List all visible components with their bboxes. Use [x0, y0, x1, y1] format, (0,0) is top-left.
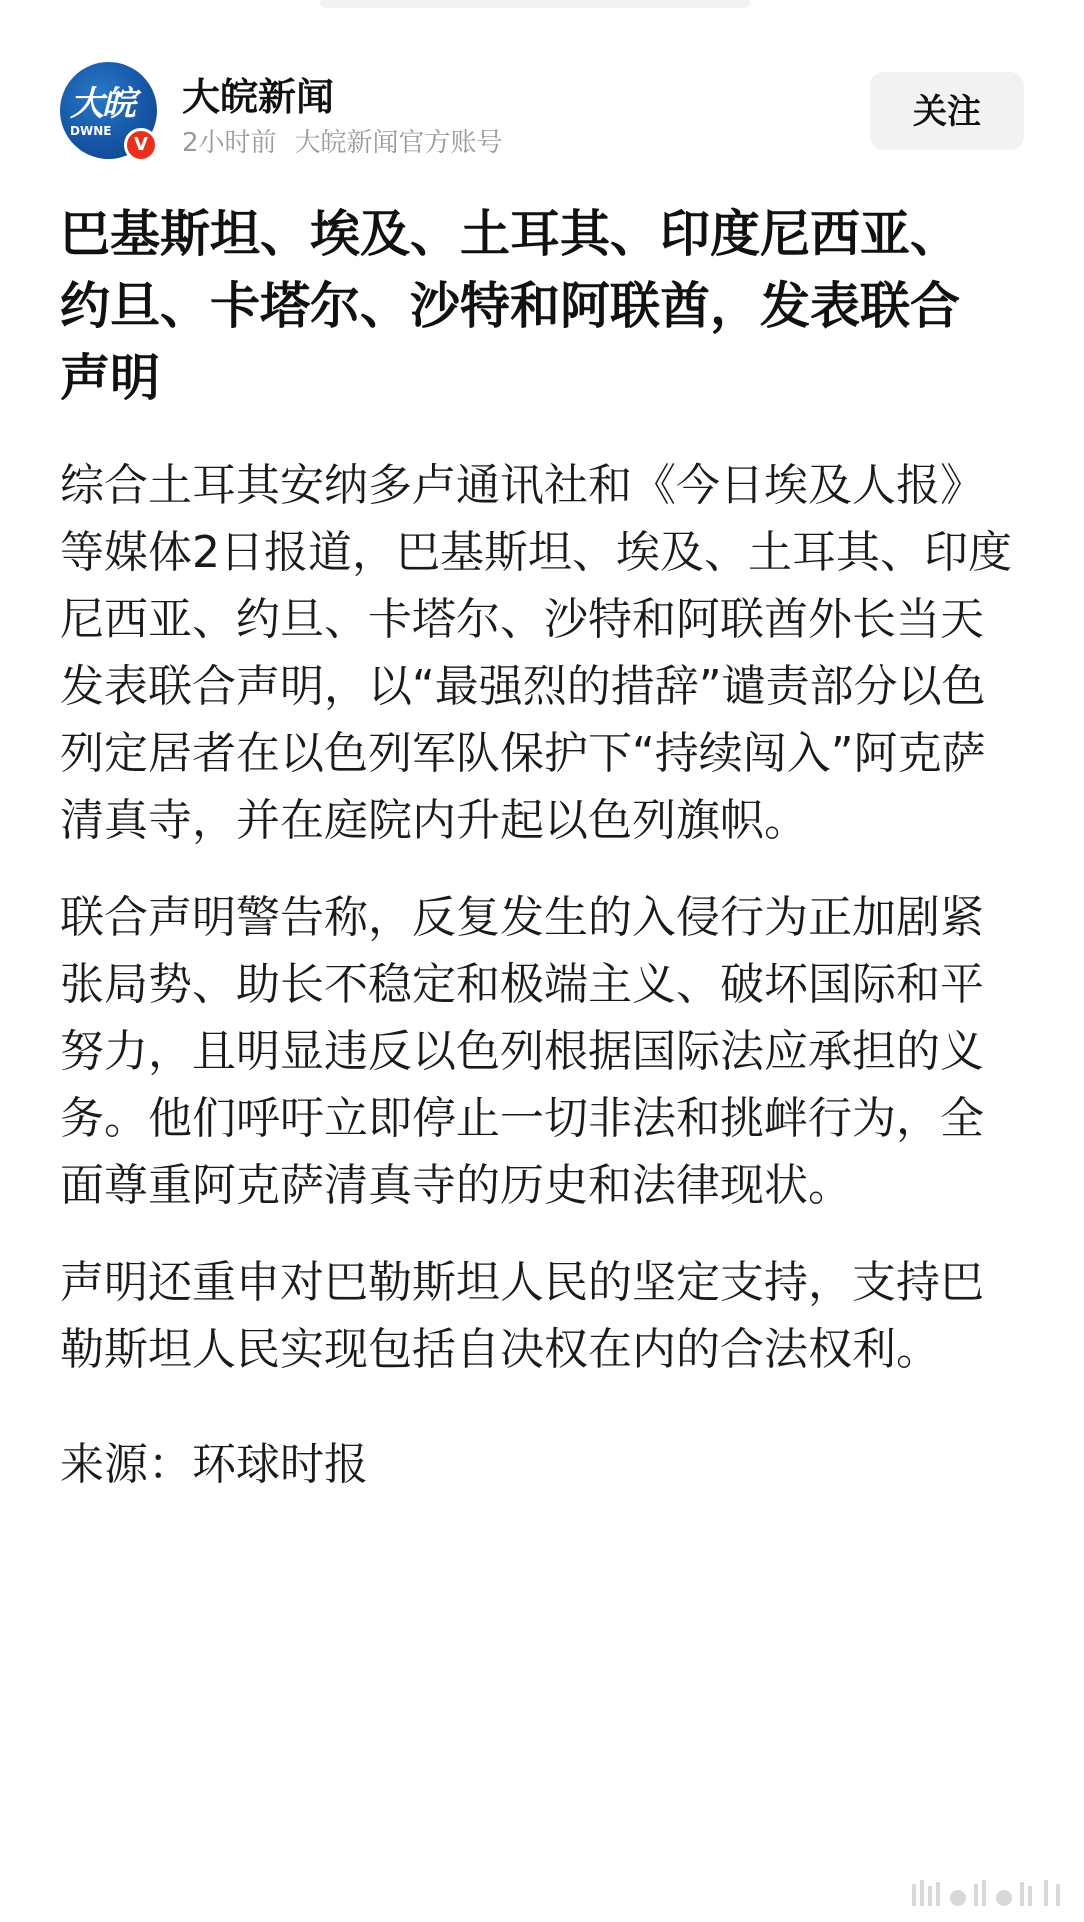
top-handle-strip [320, 0, 750, 8]
avatar-logo-subtext: DWNE [70, 124, 112, 138]
article-source: 来源：环球时报 [60, 1439, 368, 1490]
article-body [60, 198, 1020, 1498]
post-time: 2小时前 [182, 128, 277, 158]
article-paragraph: 联合声明警告称，反复发生的入侵行为正加剧紧张局势、助长不稳定和极端主义、破坏国际和平努力，且明显违反以色列根据国际法应承担的义务。他们呼吁立即停止一切非法和挑衅行为，全面尊重阿克萨清真寺的历史和法律现状。 [60, 892, 984, 1211]
article-paragraph: 综合土耳其安纳多卢通讯社和《今日埃及人报》等媒体2日报道，巴基斯坦、埃及、土耳其、印度尼西亚、约旦、卡塔尔、沙特和阿联酋外长当天发表联合声明，以“最强烈的措辞”谴责部分以色列定居者在以色列军队保护下“持续闯入”阿克萨清真寺，并在庭院内升起以色列旗帜。 [60, 460, 1012, 846]
follow-button[interactable]: 关注 [870, 72, 1024, 150]
author-header [60, 62, 1024, 167]
account-name[interactable]: 大皖新闻 [182, 75, 335, 119]
post-meta [182, 122, 503, 159]
article-headline: 巴基斯坦、埃及、土耳其、印度尼西亚、约旦、卡塔尔、沙特和阿联酋，发表联合声明 [60, 205, 960, 407]
verified-badge-icon: V [124, 128, 158, 162]
watermark-icon [910, 1876, 1070, 1912]
article-paragraph: 声明还重申对巴勒斯坦人民的坚定支持，支持巴勒斯坦人民实现包括自决权在内的合法权利。 [60, 1257, 984, 1375]
avatar-logo-text: 大皖 [70, 84, 134, 124]
account-type: 大皖新闻官方账号 [294, 128, 503, 158]
